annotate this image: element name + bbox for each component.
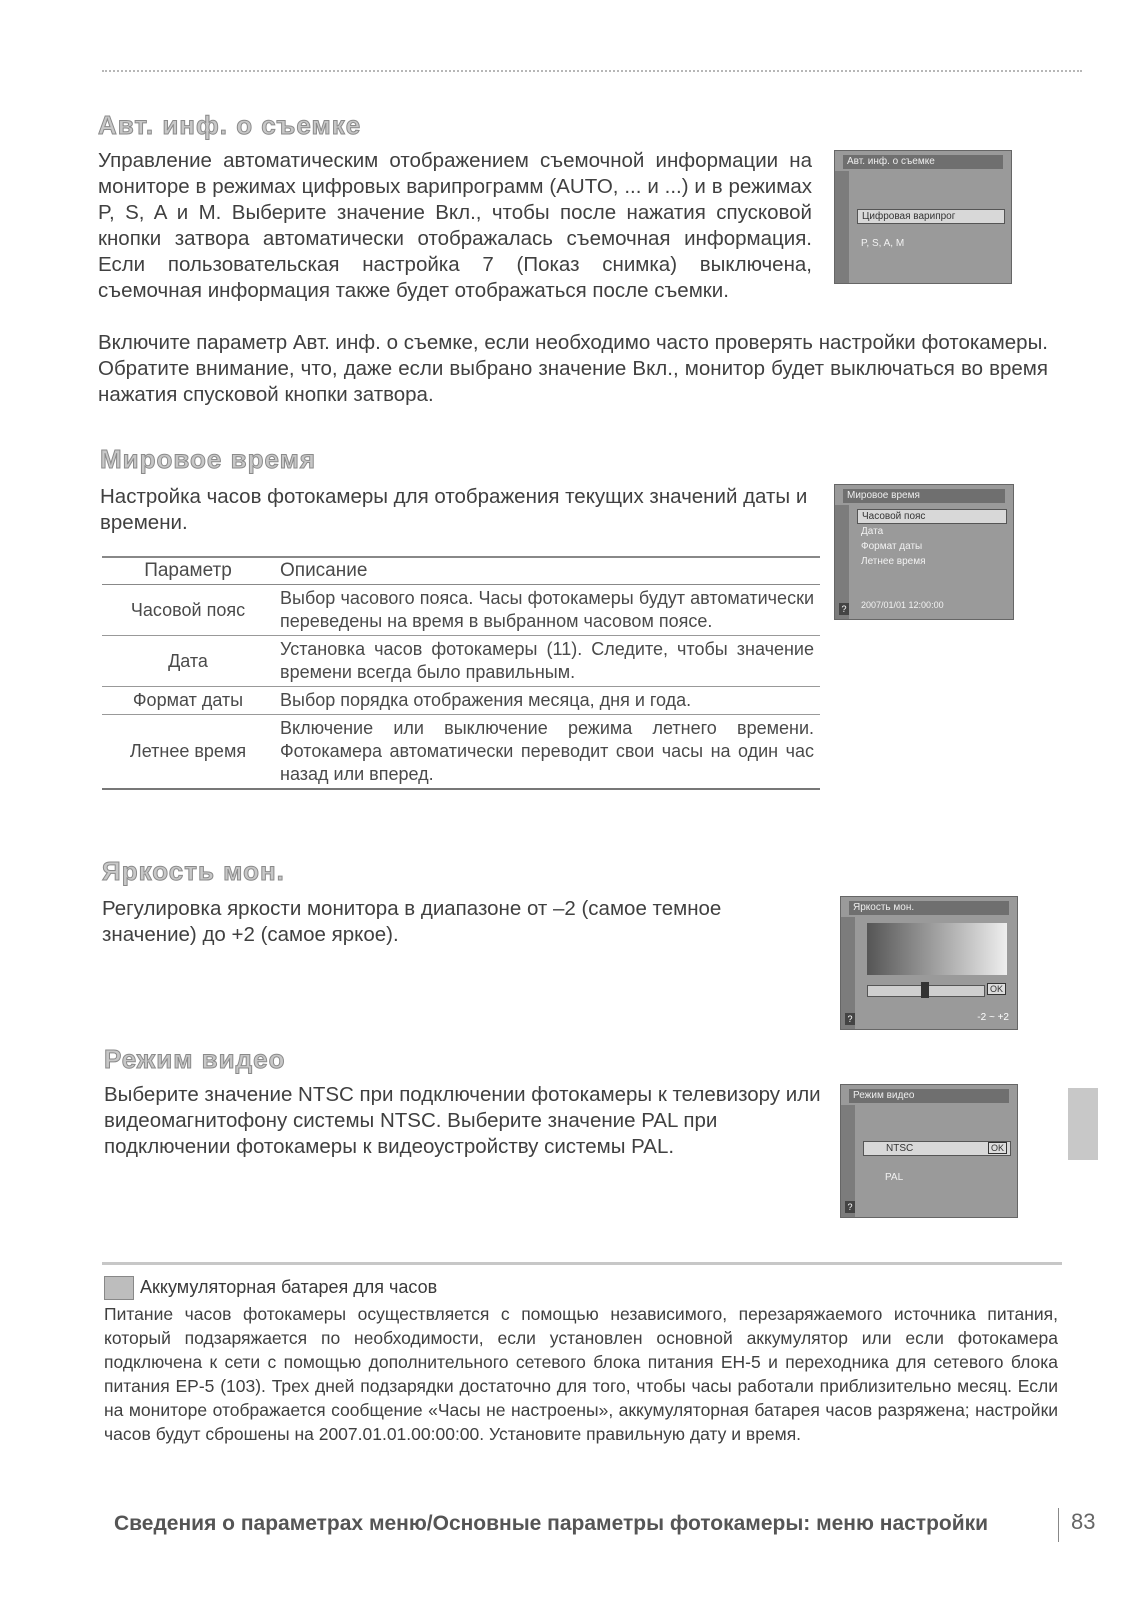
screen-auto-info	[834, 150, 1012, 284]
note-body: Питание часов фотокамеры осуществляется с помощью независимого, перезаряжаемого источника питания, который подзаряжается по необходимости, если установлен основной аккумулятор или если фотокамера подключена к сети с помощью дополнительного сетевого блока питания EH-5 и переходника для сетевого блока питания EP-5 (103). Трех дней подзарядки достаточно для того, чтобы часы работали приблизительно месяц. Если на мониторе отображается сообщение «Часы не настроены», аккумуляторная батарея часов разряжена; настройки часов будут сброшены на 2007.01.01.00:00:00. Установите правильную дату и время.	[104, 1304, 1058, 1444]
screen-title: Яркость мон.	[849, 901, 1009, 915]
screen-world-time	[834, 484, 1014, 620]
screen-row-selected: NTSC	[863, 1141, 1011, 1156]
pencil-icon	[104, 1276, 134, 1300]
ok-icon: OK	[987, 983, 1006, 995]
table-cell-desc: Выбор часового пояса. Часы фотокамеры будут автоматически переведены на время в выбранном часовом поясе.	[274, 585, 820, 636]
table-cell-param: Дата	[102, 636, 274, 687]
auto-info-text-wide: Включите параметр Авт. инф. о съемке, если необходимо часто проверять настройки фотокамеры. Обратите внимание, что, даже если выбрано значение Вкл., монитор будет выключаться во время нажатия спусковой кнопки затвора.	[98, 331, 1048, 406]
table-row	[102, 636, 820, 687]
screen-row: PAL	[885, 1172, 904, 1183]
auto-info-text: Управление автоматическим отображением съемочной информации на мониторе в режимах цифровых варипрограмм (AUTO, ... и ...) и в режимах P, S, A и M. Выберите значение Вкл., чтобы после нажатия спусковой кнопки затвора автоматически отображалась съемочная информация. Если пользовательская настройка 7 (Показ снимка) выключена, съемочная информация также будет отображаться после съемки.	[98, 149, 812, 302]
help-icon: ?	[845, 1201, 855, 1213]
screen-datetime: 2007/01/01 12:00:00	[861, 600, 944, 610]
brightness-text: Регулировка яркости монитора в диапазоне от –2 (самое темное значение) до +2 (самое яркое).	[102, 897, 722, 946]
table-cell-desc: Выбор порядка отображения месяца, дня и года.	[274, 687, 820, 715]
world-time-table	[102, 556, 820, 790]
slider-thumb	[921, 982, 929, 998]
brightness-preview	[867, 923, 1007, 975]
screen-video-mode	[840, 1084, 1018, 1218]
footer-divider	[1058, 1508, 1059, 1542]
note-title-row	[104, 1276, 437, 1300]
screen-row-selected: Цифровая варипрог	[857, 209, 1005, 224]
screen-row: Летнее время	[861, 556, 926, 567]
heading-video-mode: Режим видео	[104, 1044, 286, 1074]
video-mode-text: Выберите значение NTSC при подключении фотокамеры к телевизору или видеомагнитофону системы NTSC. Выберите значение PAL при подключении фотокамеры к видеоустройству системы PAL.	[104, 1083, 821, 1158]
screen-sidebar	[835, 505, 849, 619]
screen-row: Формат даты	[861, 541, 923, 552]
table-cell-param: Летнее время	[102, 715, 274, 790]
table-cell-desc: Установка часов фотокамеры (11). Следите, чтобы значение времени всегда было правильным.	[274, 636, 820, 687]
help-icon: ?	[839, 603, 849, 615]
note-rule	[102, 1262, 1062, 1265]
screen-sidebar	[835, 171, 849, 283]
help-icon: ?	[845, 1013, 855, 1025]
table-header: Описание	[274, 557, 820, 585]
screen-brightness	[840, 896, 1018, 1030]
screen-row-selected: Часовой пояс	[857, 509, 1007, 524]
screen-title: Авт. инф. о съемке	[843, 155, 1003, 169]
table-row	[102, 687, 820, 715]
heading-brightness: Яркость мон.	[102, 856, 285, 886]
note-title: Аккумуляторная батарея для часов	[140, 1276, 438, 1297]
table-header: Параметр	[102, 557, 274, 585]
range-label: -2 ~ +2	[977, 1012, 1009, 1023]
screen-row: Дата	[861, 526, 884, 537]
screen-title: Режим видео	[849, 1089, 1009, 1103]
table-cell-desc: Включение или выключение режима летнего времени. Фотокамера автоматически переводит свои часы на один час назад или вперед.	[274, 715, 820, 790]
table-row	[102, 715, 820, 790]
footer-breadcrumb: Сведения о параметрах меню/Основные параметры фотокамеры: меню настройки	[114, 1512, 989, 1535]
side-tab	[1068, 1088, 1098, 1160]
screen-row: P, S, A, M	[861, 238, 905, 249]
table-cell-param: Часовой пояс	[102, 585, 274, 636]
world-time-text: Настройка часов фотокамеры для отображения текущих значений даты и времени.	[100, 485, 808, 534]
table-row	[102, 585, 820, 636]
heading-auto-info: Авт. инф. о съемке	[98, 110, 362, 140]
ok-icon: OK	[988, 1142, 1007, 1154]
screen-title: Мировое время	[843, 489, 1005, 503]
page-number: 83	[1071, 1509, 1096, 1534]
table-cell-param: Формат даты	[102, 687, 274, 715]
heading-world-time: Мировое время	[100, 444, 316, 474]
top-rule	[102, 70, 1082, 72]
